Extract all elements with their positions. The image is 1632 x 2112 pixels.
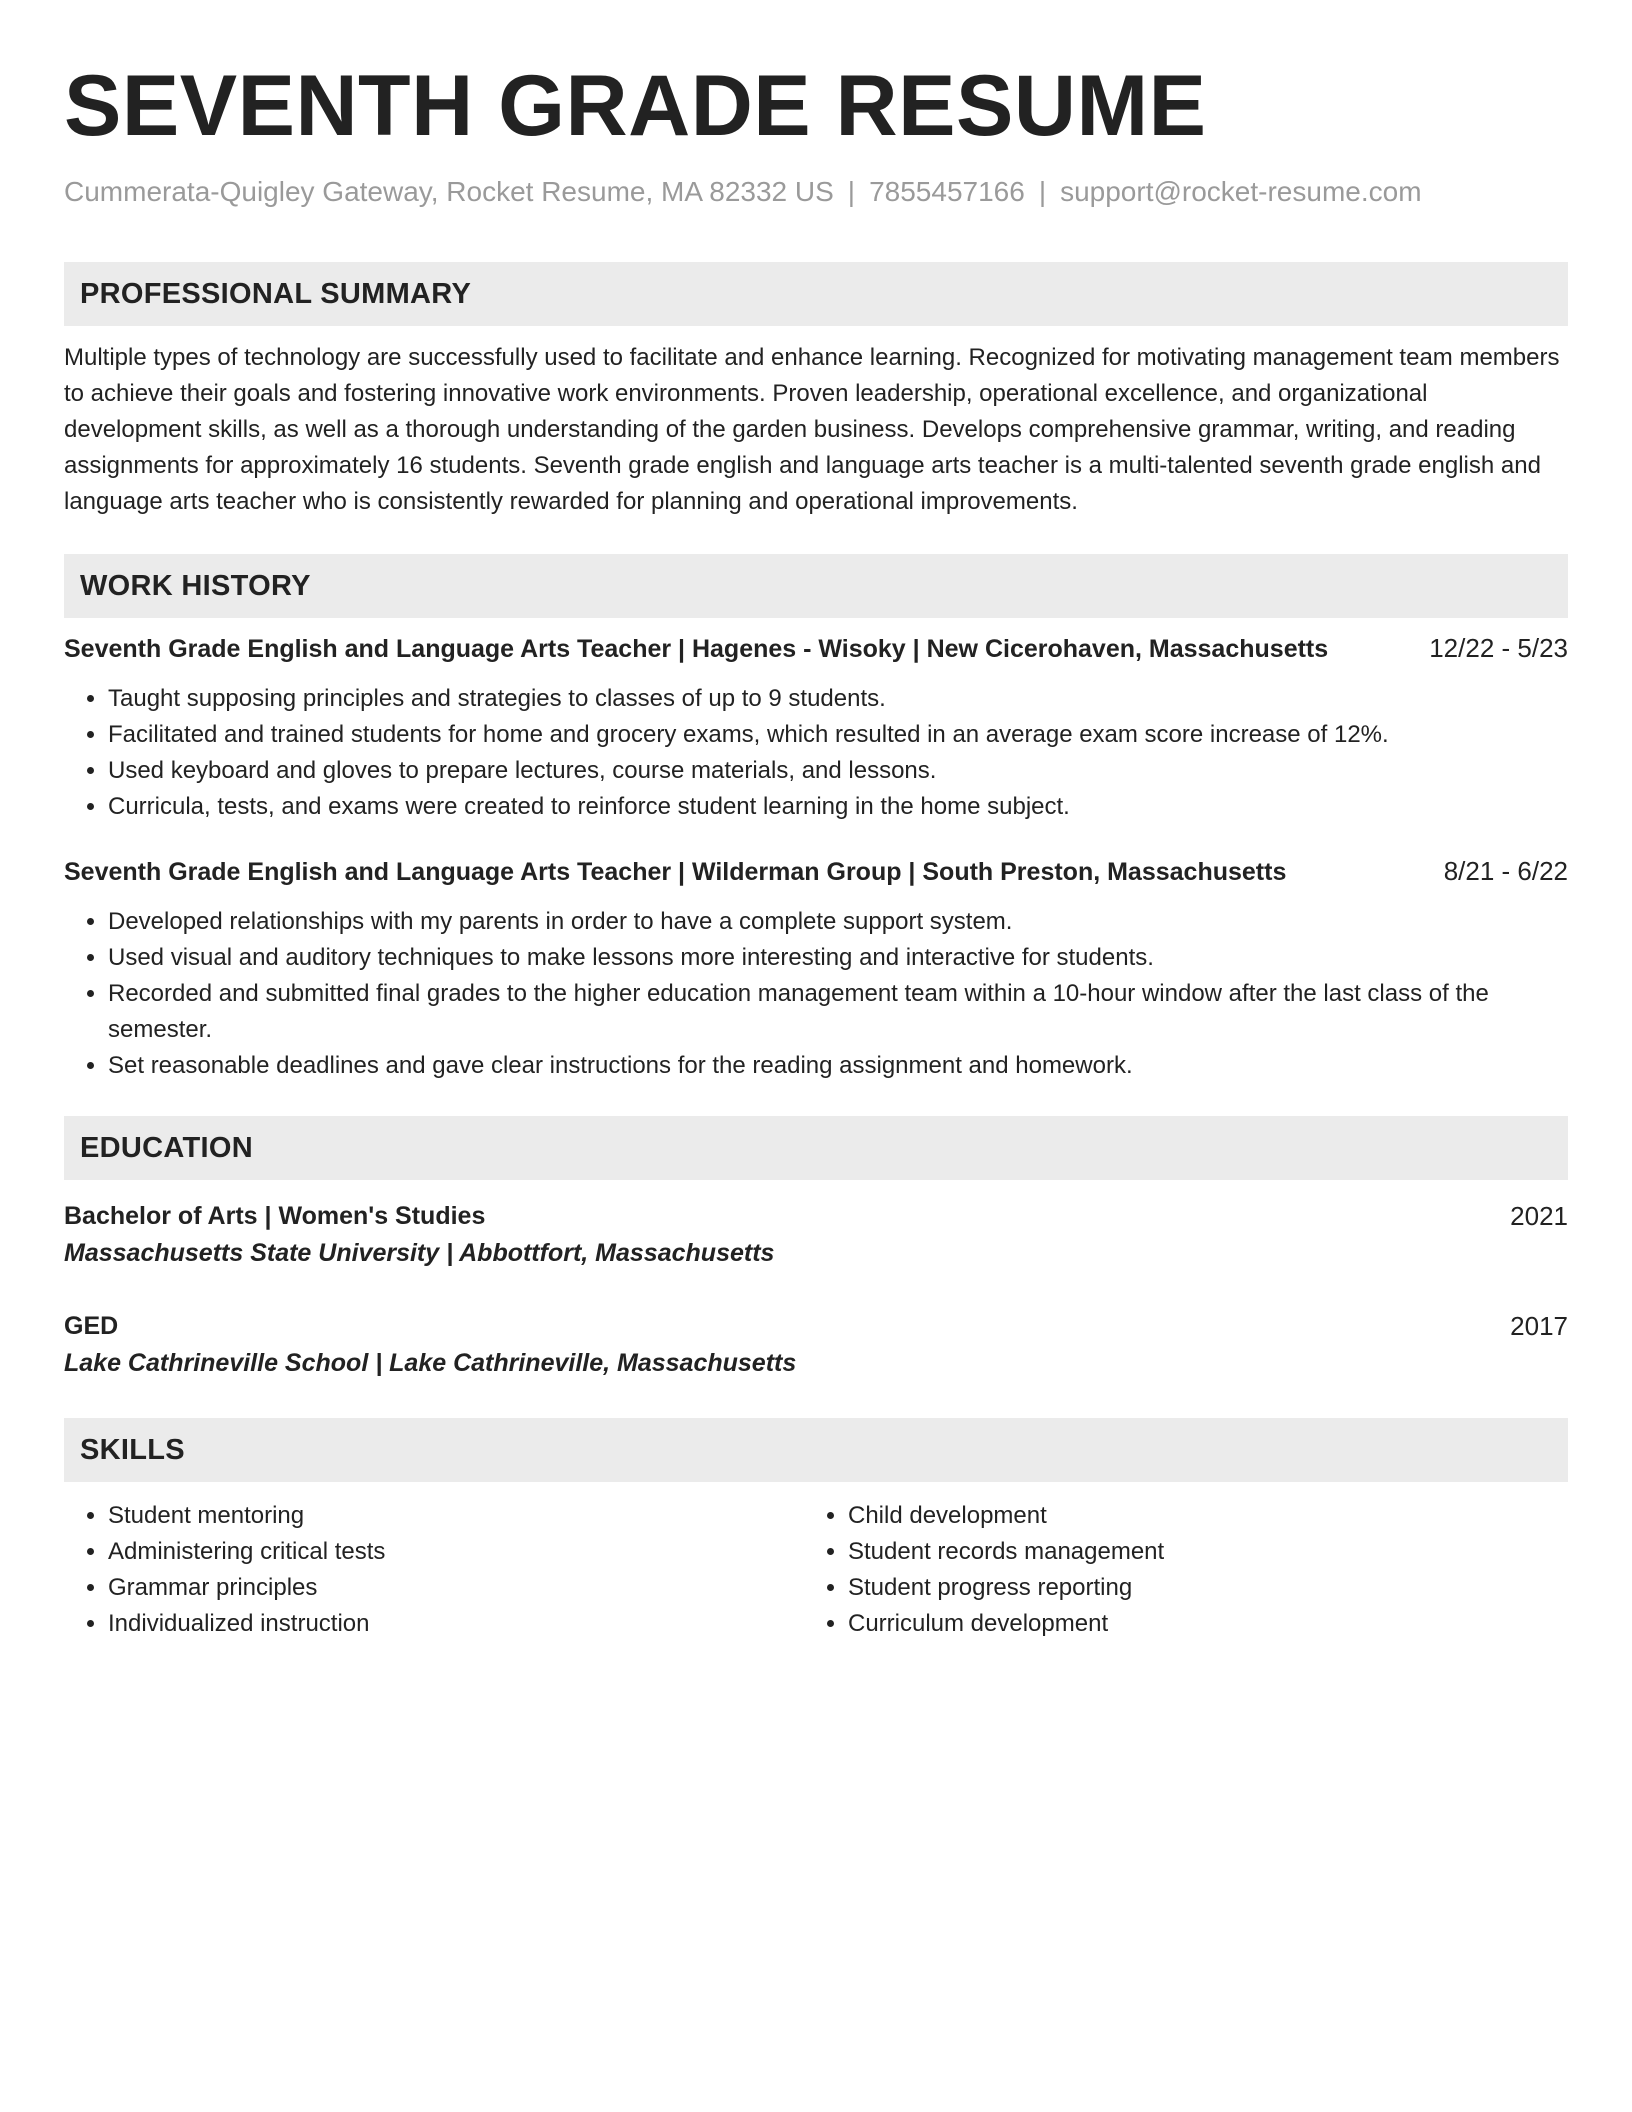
- education-header: [64, 1198, 1568, 1234]
- job-bullets: [64, 904, 1568, 1084]
- contact-address: Cummerata-Quigley Gateway, Rocket Resume, MA 82332 US: [64, 176, 834, 207]
- education-year: 2017: [1510, 1311, 1568, 1341]
- work-history-section-header: [64, 554, 1568, 618]
- summary-text: Multiple types of technology are successfully used to facilitate and enhance learning. Recognized for motivating management team members to achieve their goals and fostering innovative work environments. Proven leadership, operational excellence, and organizational development skills, as well as a thorough understanding of the garden business. Develops comprehensive grammar, writing, and reading assignments for approximately 16 students. Seventh grade english and language arts teacher is a multi-talented seventh grade english and language arts teacher who is consistently rewarded for planning and operational improvements.: [64, 344, 1560, 515]
- skills-column-right: [804, 1498, 1544, 1642]
- job-bullet: • Set reasonable deadlines and gave clear instructions for the reading assignment and homework.: [108, 1048, 1568, 1084]
- contact-email: support@rocket-resume.com: [1060, 176, 1422, 207]
- skill-item: • Grammar principles: [108, 1570, 804, 1606]
- job-bullet: • Taught supposing principles and strategies to classes of up to 9 students.: [108, 681, 1568, 717]
- education-school: Lake Cathrineville School | Lake Cathrineville, Massachusetts: [64, 1349, 797, 1377]
- skill-item: • Student records management: [848, 1534, 1544, 1570]
- job-bullet: • Used keyboard and gloves to prepare lectures, course materials, and lessons.: [108, 753, 1568, 789]
- contact-phone: 7855457166: [869, 176, 1025, 207]
- contact-separator: |: [1038, 176, 1047, 207]
- skills-column-left: [64, 1498, 804, 1642]
- contact-separator: |: [847, 176, 856, 207]
- skill-item: • Student mentoring: [108, 1498, 804, 1534]
- job-bullet: • Facilitated and trained students for home and grocery exams, which resulted in an average exam score increase of 12%.: [108, 717, 1568, 753]
- job-bullet: • Recorded and submitted final grades to the higher education management team within a 10-hour window after the last class of the semester.: [108, 976, 1568, 1048]
- job-dates: 12/22 - 5/23: [1429, 633, 1568, 663]
- skill-item: • Curriculum development: [848, 1606, 1544, 1642]
- work-history-heading: WORK HISTORY: [80, 569, 311, 602]
- job-entry: [64, 630, 1568, 825]
- job-bullet: • Used visual and auditory techniques to make lessons more interesting and interactive for students.: [108, 940, 1568, 976]
- skill-item: • Administering critical tests: [108, 1534, 804, 1570]
- skills-section-header: [64, 1418, 1568, 1482]
- education-section-header: [64, 1116, 1568, 1180]
- job-bullet: • Curricula, tests, and exams were created to reinforce student learning in the home subject.: [108, 789, 1568, 825]
- education-entry: [64, 1198, 1568, 1272]
- education-year: 2021: [1510, 1201, 1568, 1231]
- resume-title: SEVENTH GRADE RESUME: [64, 58, 1207, 154]
- summary-heading: PROFESSIONAL SUMMARY: [80, 277, 472, 310]
- education-degree: GED: [64, 1312, 119, 1340]
- job-dates: 8/21 - 6/22: [1443, 856, 1568, 886]
- education-school: Massachusetts State University | Abbottfort, Massachusetts: [64, 1239, 775, 1267]
- skills-grid: [64, 1498, 1568, 1642]
- job-title: Seventh Grade English and Language Arts Teacher | Hagenes - Wisoky | New Cicerohaven, Massachusetts: [64, 635, 1329, 663]
- skill-item: • Individualized instruction: [108, 1606, 804, 1642]
- job-bullets: [64, 681, 1568, 825]
- job-bullet: • Developed relationships with my parents in order to have a complete support system.: [108, 904, 1568, 940]
- education-entry: [64, 1308, 1568, 1382]
- job-title: Seventh Grade English and Language Arts Teacher | Wilderman Group | South Preston, Massachusetts: [64, 858, 1287, 886]
- summary-section-header: [64, 262, 1568, 326]
- contact-line: [64, 174, 1568, 210]
- education-header: [64, 1308, 1568, 1344]
- skill-item: • Child development: [848, 1498, 1544, 1534]
- job-header: [64, 853, 1568, 890]
- skills-heading: SKILLS: [80, 1433, 185, 1466]
- job-entry: [64, 853, 1568, 1084]
- education-heading: EDUCATION: [80, 1131, 253, 1164]
- education-degree: Bachelor of Arts | Women's Studies: [64, 1202, 486, 1230]
- skill-item: • Student progress reporting: [848, 1570, 1544, 1606]
- job-header: [64, 630, 1568, 667]
